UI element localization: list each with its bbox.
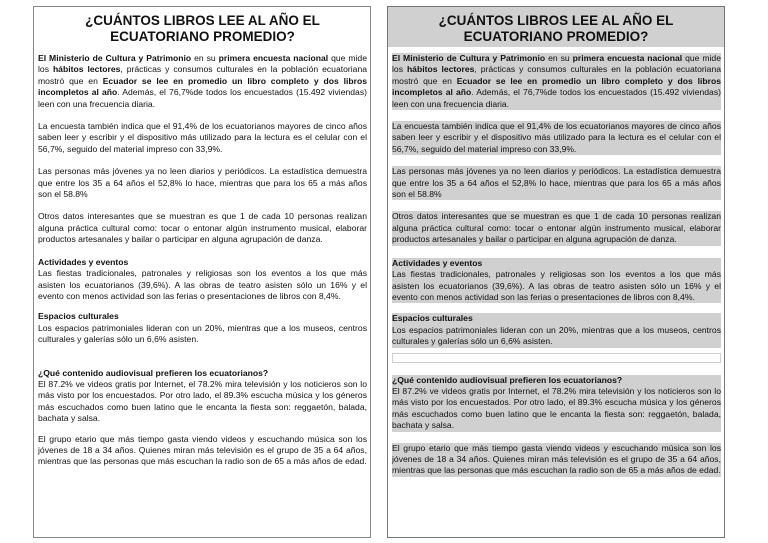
gap <box>392 303 721 312</box>
paragraph-survey: La encuesta también indica que el 91,4% de los ecuatorianos mayores de cinco años saben leer y escribir y el dispositivo más utilizado para la lectura es el celular con el 56,7%, seguido del material impreso con 33,9%. <box>38 121 367 154</box>
bold-text: hábitos lectores <box>406 64 475 75</box>
paragraph-espacios: Los espacios patrimoniales lideran con un 20%, mientras que a los museos, centros culturales y galerías sólo un 6,6% asisten. <box>392 324 721 347</box>
heading-espacios: Espacios culturales <box>38 311 119 322</box>
paragraph-young-people: Las personas más jóvenes ya no leen diarios y periódicos. La estadística demuestra que entre los 35 a 64 años el 52,8% lo hace, mientras que para los 65 a más años son el 58.8% <box>392 166 721 200</box>
intro-paragraph <box>38 53 367 110</box>
document-page-original <box>33 6 371 538</box>
bold-text: El Ministerio de Cultura y Patrimonio <box>38 53 192 63</box>
gap <box>392 365 721 374</box>
bold-text: primera encuesta nacional <box>218 53 329 63</box>
bold-text: Ecuador se lee en promedio un libro completo y dos libros incompletos al año <box>38 75 367 98</box>
bold-text: El Ministerio de Cultura y Patrimonio <box>392 53 546 63</box>
paragraph-audiovisual: El 87.2% ve videos gratis por Internet, el 78.2% mira televisión y los noticieros son lo más visto por los encuestados. Por otro lado, el 89.3% escucha música y los géneros más escuchados como buen latino que le encanta la fiesta son: reggaetón, balada, bachata y salsa. <box>38 378 367 424</box>
paragraph-young-people: Las personas más jóvenes ya no leen diarios y periódicos. La estadística demuestra que entre los 35 a 64 años el 52,8% lo hace, mientras que para los 65 a más años son el 58.8% <box>38 166 367 200</box>
text: , prácticas y consumos culturales en la población ecuatoriana mostró que en <box>38 64 368 86</box>
paragraph-actividades: Las fiestas tradicionales, patronales y religiosas son los eventos a los que más asisten los ecuatorianos (39,6%). A las obras de teatro asisten sólo un 16% y el evento con menos actividad son las ferias o presentaciones de libros con 8,4%. <box>392 269 721 302</box>
text: en su <box>545 53 573 63</box>
document-page-highlighted <box>387 6 725 538</box>
bold-text: Ecuador se lee en promedio un libro completo y dos libros incompletos al año <box>392 75 721 98</box>
paragraph-audiovisual: El 87.2% ve videos gratis por Internet, el 78.2% mira televisión y los noticieros son lo más visto por los encuestados. Por otro lado, el 89.3% escucha música y los géneros más escuchados como buen latino que le encanta la fiesta son: reggaetón, balada, bachata y salsa. <box>392 385 721 431</box>
blank-line <box>392 353 721 363</box>
paragraph-actividades: Las fiestas tradicionales, patronales y religiosas son los eventos a los que más asisten los ecuatorianos (39,6%). A las obras de teatro asisten sólo un 16% y el evento con menos actividad son las ferias o presentaciones de libros con 8,4%. <box>38 268 367 301</box>
heading-espacios: Espacios culturales <box>392 313 721 324</box>
text: . Además, el 76,7%de todos los encuestados (15.492 viviendas) leen con una frecuencia diaria. <box>38 87 367 109</box>
intro-paragraph <box>392 53 721 110</box>
heading-actividades: Actividades y eventos <box>392 258 721 269</box>
paragraph-espacios: Los espacios patrimoniales lideran con un 20%, mientras que a los museos, centros culturales y galerías sólo un 6,6% asisten. <box>38 322 367 345</box>
text: en su <box>191 53 219 63</box>
heading-audiovisual: ¿Qué contenido audiovisual prefieren los ecuatorianos? <box>38 367 269 378</box>
paragraph-grupo-etario: El grupo etario que más tiempo gasta viendo videos y escuchando música son los jóvenes de 18 a 34 años. Quienes miran más televisión es el grupo de 35 a 64 años, mientras que las personas que más escuchan la radio son de 65 a más años de edad. <box>392 442 721 476</box>
paragraph-other-data: Otros datos interesantes que se muestran es que 1 de cada 10 personas realizan alguna práctica cultural como: tocar o entonar algún instrumento musical, elaborar productos artesanales y bailar o participar en alguna agrupación de danza. <box>38 211 367 245</box>
paragraph-other-data: Otros datos interesantes que se muestran es que 1 de cada 10 personas realizan alguna práctica cultural como: tocar o entonar algún instrumento musical, elaborar productos artesanales y bailar o participar en alguna agrupación de danza. <box>392 211 721 245</box>
gap <box>392 246 721 257</box>
bold-text: primera encuesta nacional <box>572 53 683 63</box>
gap <box>392 432 721 443</box>
blank-line <box>38 355 367 367</box>
heading-actividades: Actividades y eventos <box>38 256 129 267</box>
page-title: ¿CUÁNTOS LIBROS LEE AL AÑO EL ECUATORIANO PROMEDIO? <box>85 13 320 44</box>
gap <box>392 110 721 121</box>
text: que mide los <box>38 53 367 75</box>
gap <box>392 155 721 166</box>
paragraph-grupo-etario: El grupo etario que más tiempo gasta viendo videos y escuchando música son los jóvenes de 18 a 34 años. Quienes miran más televisión es el grupo de 35 a 64 años, mientras que las personas que más escuchan la radio son de 65 a más años de edad. <box>38 433 367 467</box>
text: , prácticas y consumos culturales en la población ecuatoriana mostró que en <box>392 64 722 86</box>
text: . Además, el 76,7%de todos los encuestados (15.492 viviendas) leen con una frecuencia diaria. <box>392 87 721 109</box>
page-title: ¿CUÁNTOS LIBROS LEE AL AÑO EL ECUATORIANO PROMEDIO? <box>388 7 724 47</box>
heading-audiovisual: ¿Qué contenido audiovisual prefieren los ecuatorianos? <box>392 375 721 386</box>
bold-text: hábitos lectores <box>52 64 121 75</box>
paragraph-survey: La encuesta también indica que el 91,4% de los ecuatorianos mayores de cinco años saben leer y escribir y el dispositivo más utilizado para la lectura es el celular con el 56,7%, seguido del material impreso con 33,9%. <box>392 121 721 154</box>
gap <box>392 200 721 211</box>
text: que mide los <box>392 53 721 75</box>
